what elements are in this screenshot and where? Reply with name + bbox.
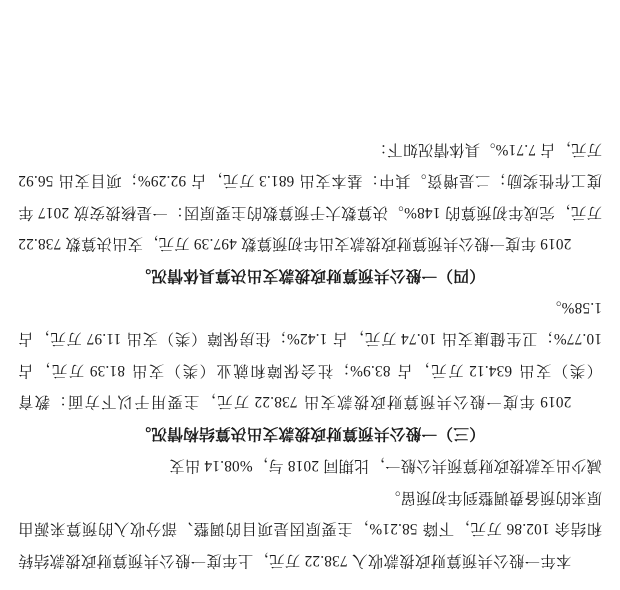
document-body: [18, 133, 602, 576]
paragraph-structure-intro: 2019 年度一般公共预算财政拨款支出 738.22 万元，主要用于以下方面：教育（类）支出 634.12 万元，占 83.9%；社会保障和就业（类）支出 81.39 万元，占 10.77%；卫生健康支出 10.74 万元，占 1.42%；住房保障（类）支出 11.97 万元，占 1.58%。: [18, 299, 602, 411]
heading-section-three: （三）一般公共预算财政拨款支出决算结构情况。: [135, 425, 485, 442]
paragraph-expenditure-decrease: 减少出支款拨政财算预共公般一，比期同 2018 与，%08.14 出支: [169, 457, 602, 474]
paragraph-budget-revenue-carryover: 本年一般公共预算财政拨款收入 738.22 万元，上年度一般公共预算财政拨款结转和结余 102.86 万元，下降 58.21%，主要原因是项目的调整、部分收入的预算来源由原来的预备费调整到年初预留。: [18, 489, 602, 569]
paragraph-basic-expenditure-detail: 2019 年度一般公共预算财政拨款支出年初预算数 497.39 万元，支出决算数 738.22 万元，完成年初预算的 148%。决算数大于预算数的主要原因：一是核拨安放 2017 年度工作性奖励；二是增资。其中：基本支出 681.3 万元，占 92.29%；项目支出 56.92 万元，占 7.71%。具体情况如下：: [18, 141, 602, 253]
heading-section-four: （四）一般公共预算财政拨款支出决算具体情况。: [135, 267, 485, 284]
